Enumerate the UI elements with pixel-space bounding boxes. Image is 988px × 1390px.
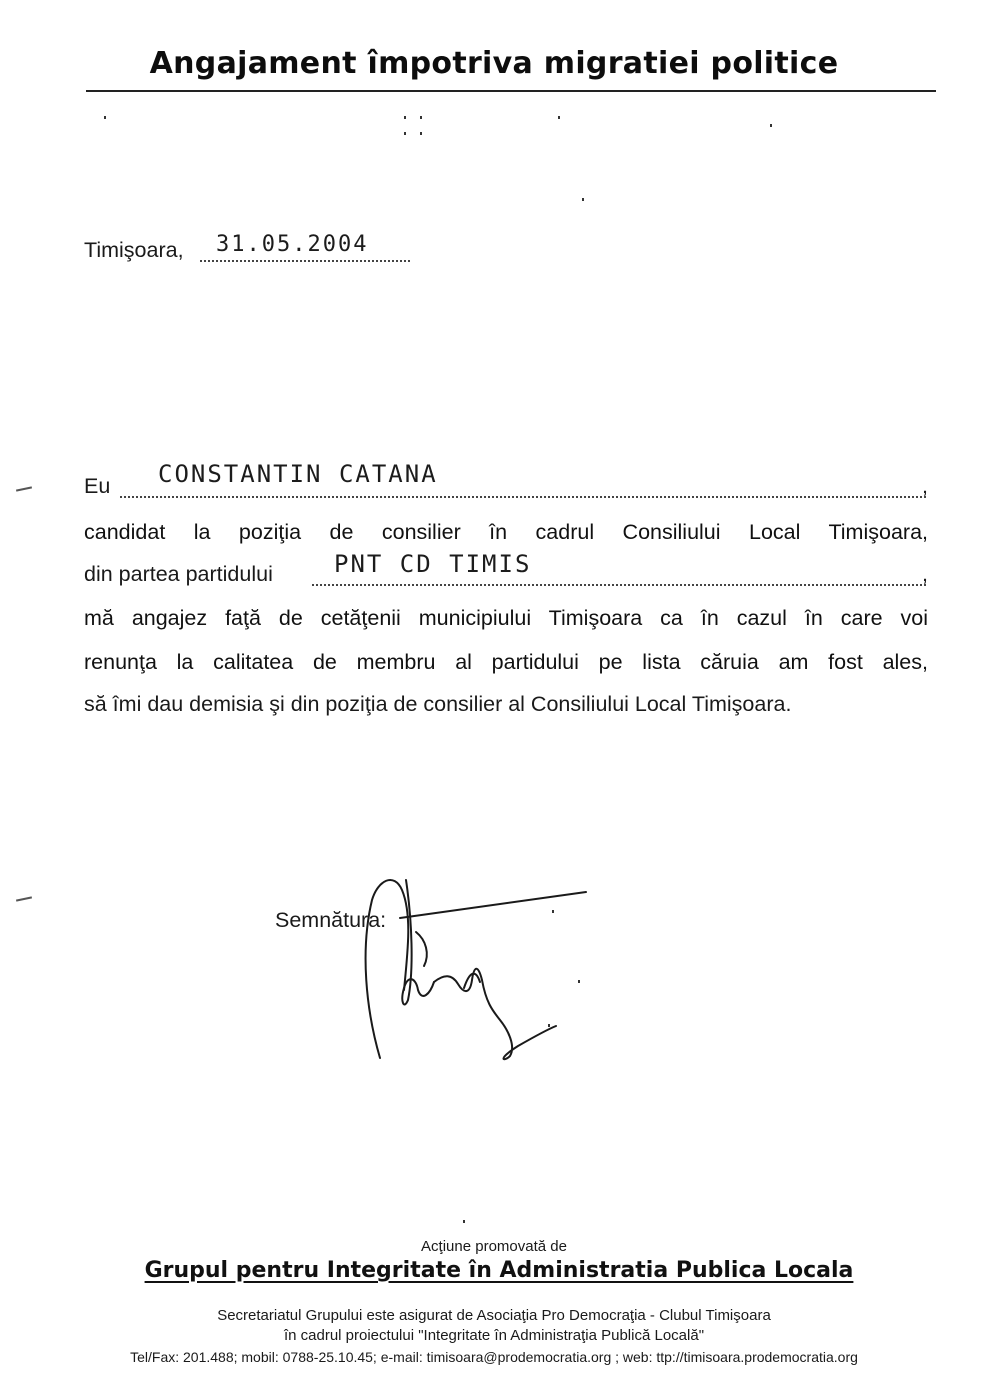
scan-speck: [420, 132, 422, 135]
title-underline: [86, 90, 936, 92]
scan-speck: [420, 116, 422, 119]
handwritten-date: 31.05.2004: [216, 232, 369, 257]
group-name: Grupul pentru Integritate în Administratia Publica Locala: [144, 1258, 854, 1283]
handwritten-signature: [360, 870, 600, 1070]
margin-mark: [16, 486, 32, 491]
comma: ,: [922, 474, 928, 498]
declaration-line-5: renunţa la calitatea de membru al partidului pe lista căruia am fost ales,: [84, 650, 928, 674]
name-dotted-line: [120, 496, 926, 498]
eu-label: Eu: [84, 474, 111, 498]
scan-speck: [404, 132, 406, 135]
scan-speck: [104, 116, 106, 119]
declaration-line-6: să îmi dau demisia şi din poziţia de consilier al Consiliului Local Timişoara.: [84, 692, 792, 716]
project-line: în cadrul proiectului "Integritate în Administraţia Publică Locală": [283, 1327, 705, 1344]
promoted-by: Acţiune promovată de: [421, 1238, 567, 1255]
scan-speck: [582, 198, 584, 201]
scan-speck: [404, 116, 406, 119]
place-label: Timişoara,: [84, 238, 184, 262]
scan-speck: [463, 1220, 465, 1223]
scan-speck: [552, 910, 554, 913]
comma: ,: [922, 562, 928, 586]
handwritten-party: PNT CD TIMIS: [334, 550, 532, 578]
declaration-line-2: candidat la poziţia de consilier în cadrul Consiliului Local Timişoara,: [84, 520, 928, 544]
scan-speck: [770, 124, 772, 127]
date-dotted-line: [200, 260, 410, 262]
party-dotted-line: [312, 584, 926, 586]
signature-label: Semnătura:: [275, 908, 387, 932]
scan-speck: [558, 116, 560, 119]
party-label: din partea partidului: [84, 562, 273, 586]
contacts-line: Tel/Fax: 201.488; mobil: 0788-25.10.45; e-mail: timisoara@prodemocratia.org ; web: ttp://timisoara.prodemocratia.org: [130, 1349, 858, 1365]
document-title: Angajament împotriva migratiei politice: [149, 46, 839, 81]
declaration-line-4: mă angajez faţă de cetăţenii municipiului Timişoara ca în cazul în care voi: [84, 606, 928, 630]
margin-mark: [16, 896, 32, 901]
scan-speck: [548, 1024, 550, 1027]
handwritten-name: CONSTANTIN CATANA: [158, 460, 438, 488]
secretariat-line: Secretariatul Grupului este asigurat de Asociaţia Pro Democraţia - Clubul Timişoara: [217, 1307, 771, 1324]
scan-speck: [578, 980, 580, 983]
